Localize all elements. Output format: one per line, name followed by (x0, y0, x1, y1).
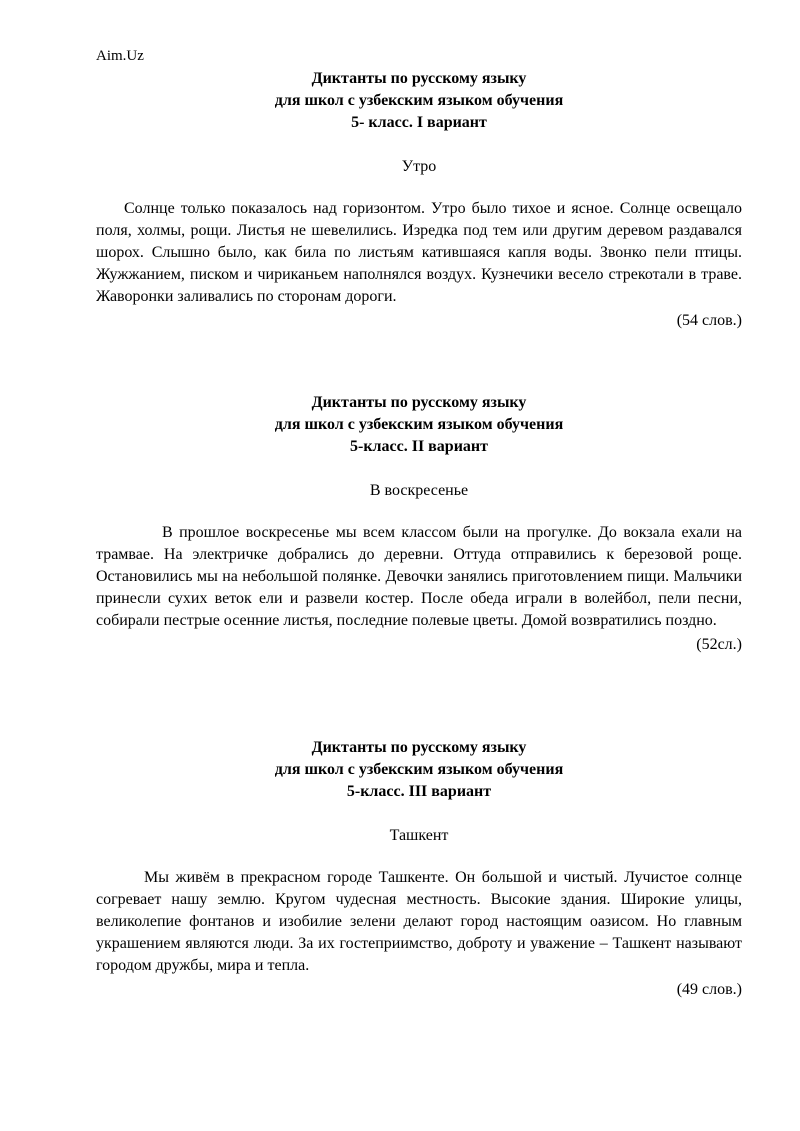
heading-line: 5- класс. I вариант (351, 114, 487, 131)
dictation-text: Мы живём в прекрасном городе Ташкенте. Он большой и чистый. Лучистое солнце согревает нашу землю. Кругом чудесная местность. Высокие здания. Широкие улицы, великолепие фонтанов и изобилие зелени делают город настоящим оазисом. Но главным украшением являются люди. За их гостеприимство, доброту и уважение – Ташкент называют городом дружбы, мира и тепла. (96, 869, 742, 974)
dictation-section-1 (96, 68, 742, 332)
dictation-title: В воскресенье (369, 482, 469, 499)
heading-line: 5-класс. III вариант (346, 783, 492, 800)
dictation-section-3 (96, 737, 742, 1001)
word-count: (54 слов.) (676, 312, 742, 329)
dictation-text: В прошлое воскресенье мы всем классом были на прогулке. До вокзала ехали на трамвае. На электричке добрались до деревни. Оттуда отправились к березовой роще. Остановились мы на небольшой полянке. Девочки занялись приготовлением пищи. Мальчики принесли сухих веток ели и развели костер. После обеда играли в волейбол, пели песни, собирали пестрые осенние листья, последние полевые цветы. Домой возвратились поздно. (96, 524, 742, 629)
heading-line: 5-класс. II вариант (349, 438, 488, 455)
heading-line: Диктанты по русскому языку (311, 739, 527, 756)
dictation-title: Ташкент (389, 827, 449, 844)
section-heading (96, 737, 742, 803)
word-count: (52сл.) (696, 636, 742, 653)
dictation-text: Солнце только показалось над горизонтом. Утро было тихое и ясное. Солнце освещало поля, холмы, рощи. Листья не шевелились. Изредка под тем или другим деревом раздавался шорох. Слышно было, как била по листьям катившаяся капля воды. Звонко пели птицы. Жужжанием, писком и чириканьем наполнялся воздух. Кузнечики весело стрекотали в траве. Жаворонки заливались по сторонам дороги. (96, 200, 742, 305)
dictation-title: Утро (401, 158, 437, 175)
section-heading (96, 68, 742, 134)
word-count: (49 слов.) (676, 981, 742, 998)
heading-line: Диктанты по русскому языку (311, 70, 527, 87)
site-label: Aim.Uz (96, 48, 144, 64)
heading-line: для школ с узбекским языком обучения (274, 416, 564, 433)
heading-line: для школ с узбекским языком обучения (274, 761, 564, 778)
dictation-section-2 (96, 392, 742, 656)
section-heading (96, 392, 742, 458)
heading-line: Диктанты по русскому языку (311, 394, 527, 411)
heading-line: для школ с узбекским языком обучения (274, 92, 564, 109)
